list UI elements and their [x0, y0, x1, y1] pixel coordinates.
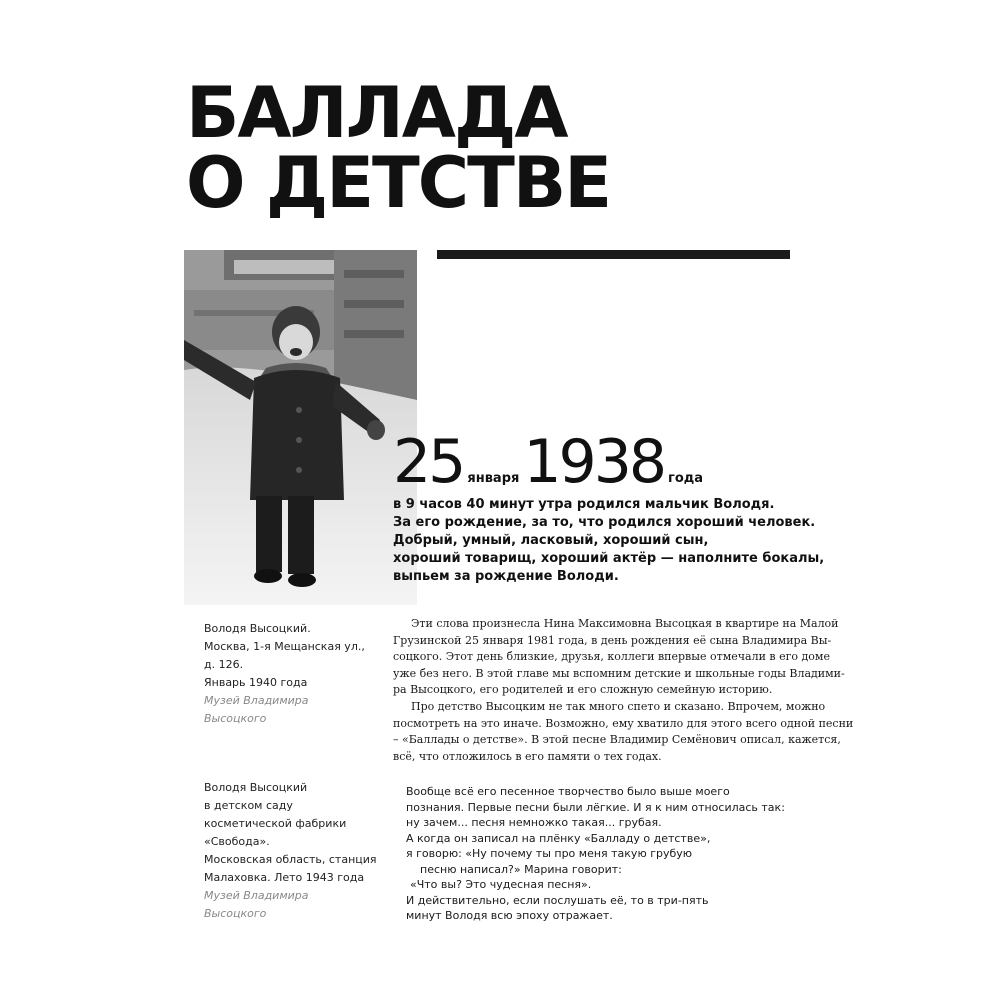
highlight-quote-line: За его рождение, за то, что родился хороший человек.: [393, 515, 816, 530]
memoir-quote-line: песню написал?» Марина говорит:: [420, 862, 622, 876]
caption-line: Малаховка. Лето 1943 года: [204, 871, 365, 884]
memoir-quote-line: я говорю: «Ну почему ты про меня такую грубую: [406, 847, 693, 860]
body-line: Эти слова произнесла Нина Максимовна Высоцкая в квартире на Малой: [411, 617, 839, 630]
caption-credit: Высоцкого: [204, 907, 267, 920]
caption-line: Володя Высоцкий.: [204, 622, 311, 635]
caption-credit: Музей Владимира: [204, 889, 309, 902]
caption-line: Московская область, станция: [204, 853, 377, 866]
photo-caption-2: [204, 779, 394, 923]
caption-line: Январь 1940 года: [204, 676, 308, 689]
body-line: – «Баллады о детстве». В этой песне Владимир Семёнович описал, кажется,: [393, 733, 841, 747]
body-line: Грузинской 25 января 1981 года, в день рождения её сына Владимира Вы-: [393, 633, 832, 647]
body-line: соцкого. Этот день близкие, друзья, коллеги впервые отмечали в его доме: [393, 650, 830, 664]
childhood-photo: [184, 250, 417, 605]
date-year: 1938: [523, 427, 665, 497]
page-title: [186, 72, 611, 224]
body-text: [393, 616, 854, 765]
caption-line: косметической фабрики: [204, 817, 347, 830]
birth-date: [393, 427, 793, 497]
caption-line: «Свобода».: [204, 835, 270, 848]
title-line-2: О ДЕТСТВЕ: [186, 142, 611, 224]
body-paragraph-2: [393, 699, 854, 765]
title-line-1: БАЛЛАДА: [186, 72, 567, 154]
date-suffix: года: [668, 471, 704, 486]
memoir-quote-line: минут Володя всю эпоху отражает.: [406, 909, 613, 922]
highlight-quote-line: в 9 часов 40 минут утра родился мальчик Володя.: [393, 497, 775, 512]
memoir-quote-line: «Что вы? Это чудесная песня».: [410, 878, 592, 891]
memoir-quote-line: И действительно, если послушать её, то в три-пять: [406, 893, 709, 907]
memoir-quote-line: А когда он записал на плёнку «Балладу о детстве»,: [406, 831, 711, 845]
caption-line: д. 126.: [204, 658, 244, 671]
body-line: уже без него. В этой главе мы вспомним детские и школьные годы Владими-: [393, 666, 845, 680]
highlight-quote-line: Добрый, умный, ласковый, хороший сын,: [393, 533, 709, 548]
caption-line: в детском саду: [204, 799, 293, 812]
memoir-quote-line: ну зачем... песня немножко такая... грубая.: [406, 816, 662, 829]
caption-credit: Высоцкого: [204, 712, 267, 725]
body-line: посмотреть на это иначе. Возможно, ему хватило для этого всего одной песни: [393, 716, 854, 730]
title-divider: [437, 250, 790, 259]
date-day: 25: [393, 427, 464, 497]
caption-credit: Музей Владимира: [204, 694, 309, 707]
memoir-quote-line: познания. Первые песни были лёгкие. И я к ним относилась так:: [406, 800, 785, 814]
memoir-quote: [406, 784, 785, 924]
highlight-quote-line: хороший товарищ, хороший актёр — наполните бокалы,: [393, 551, 825, 566]
date-month: января: [467, 471, 520, 486]
body-line: Про детство Высоцким не так много спето и сказано. Впрочем, можно: [411, 699, 826, 713]
highlight-quote-line: выпьем за рождение Володи.: [393, 569, 619, 584]
body-line: ра Высоцкого, его родителей и его сложную семейную историю.: [393, 683, 773, 697]
body-paragraph-1: [393, 616, 845, 699]
memoir-quote-line: Вообще всё его песенное творчество было выше моего: [406, 785, 730, 798]
highlight-quote: [393, 496, 825, 586]
caption-line: Володя Высоцкий: [204, 781, 308, 794]
body-line: всё, что отложилось в его памяти о тех годах.: [393, 749, 662, 763]
photo-caption-1: [204, 620, 394, 728]
caption-line: Москва, 1-я Мещанская ул.,: [204, 640, 365, 653]
